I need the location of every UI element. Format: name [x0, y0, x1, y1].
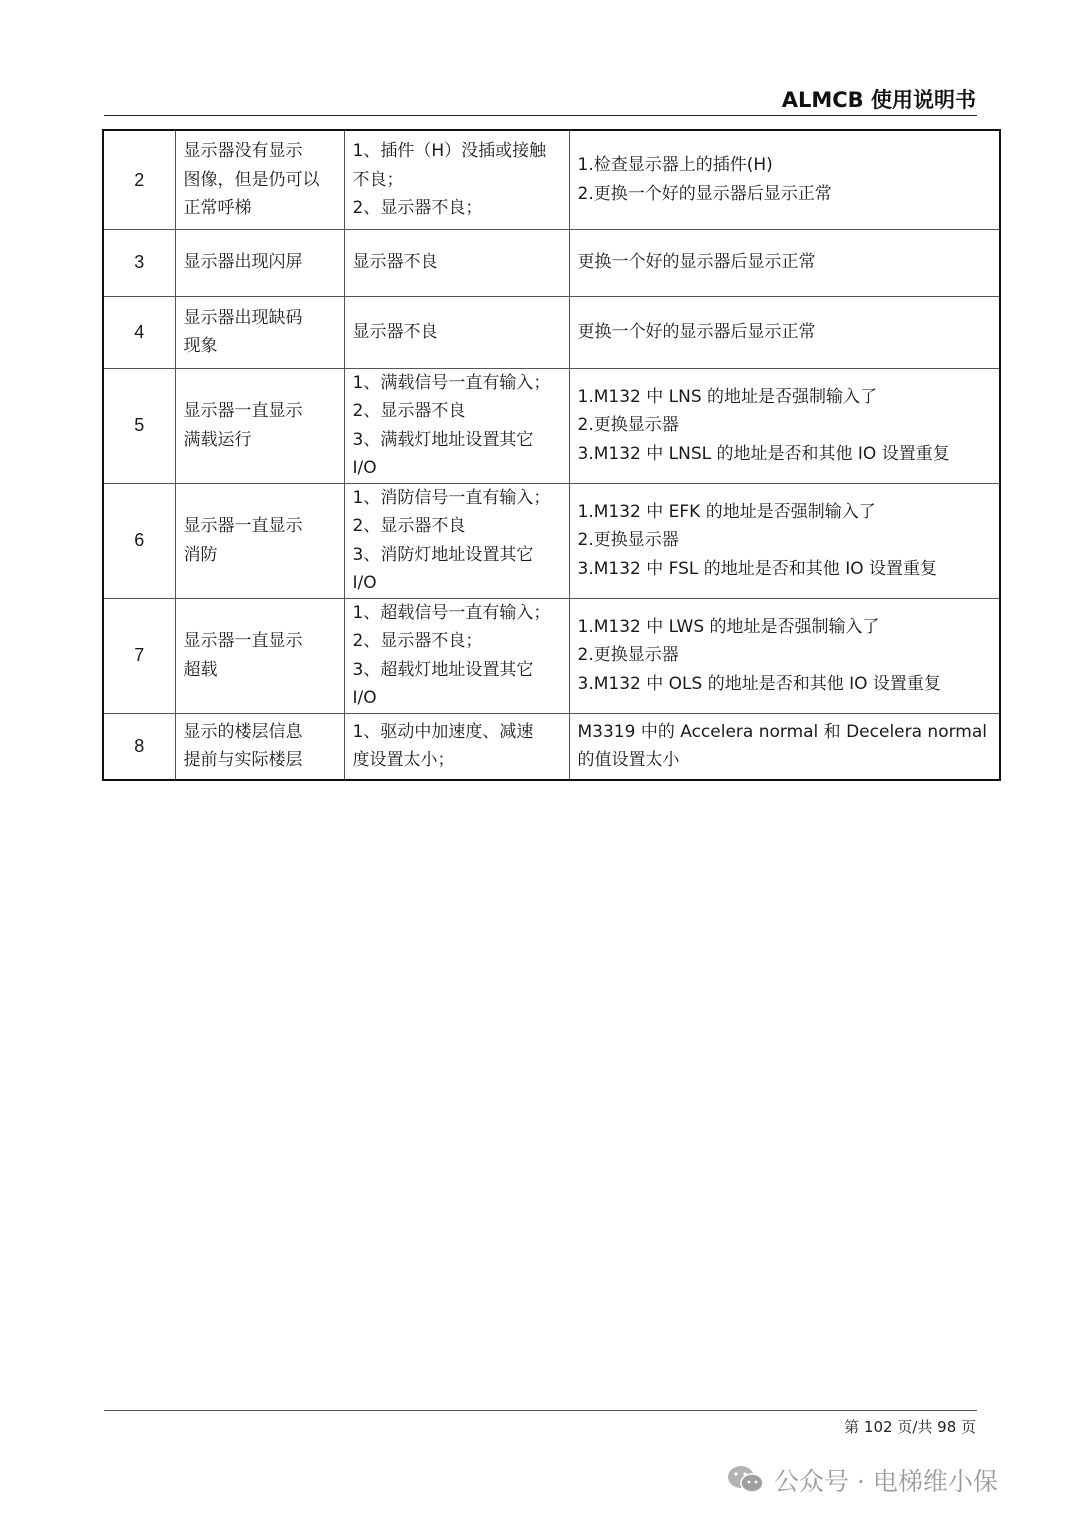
solution-cell-line: 3.M132 中 FSL 的地址是否和其他 IO 设置重复 [577, 558, 937, 579]
cause-cell-line: 3、消防灯地址设置其它 [352, 544, 534, 565]
row-number: 5 [103, 368, 175, 483]
cause-cell-line: I/O [352, 458, 377, 478]
symptom-cell-line: 显示器一直显示 [183, 401, 303, 421]
header-divider [104, 115, 977, 116]
symptom-cell [175, 483, 344, 598]
row-number: 8 [103, 713, 175, 780]
solution-cell-line: M3319 中的 Accelera normal 和 Decelera normal [577, 721, 988, 742]
solution-cell-line: 1.检查显示器上的插件(H) [577, 155, 773, 176]
symptom-cell-line: 显示器一直显示 [183, 631, 303, 651]
symptom-cell-line: 图像，但是仍可以 [183, 169, 320, 190]
wechat-icon [726, 1464, 766, 1496]
solution-cell-line: 更换一个好的显示器后显示正常 [577, 321, 816, 342]
symptom-cell-line: 显示器没有显示 [183, 141, 303, 161]
solution-cell [569, 296, 1000, 368]
cause-cell [344, 713, 569, 780]
row-number: 2 [103, 130, 175, 229]
cause-cell-line: 度设置太小； [352, 750, 455, 771]
cause-cell-line: 3、超载灯地址设置其它 [352, 659, 534, 680]
row-number: 7 [103, 598, 175, 713]
cause-cell-line: 1、超载信号一直有输入； [352, 602, 551, 623]
symptom-cell-line: 显示器出现缺码 [183, 307, 303, 328]
table-row [103, 296, 1000, 368]
cause-cell-line: 2、显示器不良 [352, 516, 466, 536]
cause-cell-line: 1、驱动中加速度、减速 [352, 721, 534, 742]
solution-cell-line: 2.更换显示器 [577, 645, 679, 666]
table-row [103, 130, 1000, 229]
troubleshooting-table [102, 129, 1001, 781]
cause-cell [344, 598, 569, 713]
cause-cell [344, 130, 569, 229]
cause-cell-line: 不良； [352, 169, 404, 190]
watermark [726, 1460, 998, 1500]
cause-cell-line: 2、显示器不良； [352, 198, 483, 218]
cause-cell-line: 1、插件（H）没插或接触 [352, 141, 547, 161]
symptom-cell [175, 713, 344, 780]
symptom-cell-line: 满载运行 [183, 429, 252, 450]
solution-cell-line: 更换一个好的显示器后显示正常 [577, 252, 816, 273]
solution-cell-line: 2.更换显示器 [577, 415, 679, 436]
solution-cell-line: 的值设置太小 [577, 750, 680, 771]
cause-cell-line: 显示器不良 [352, 321, 438, 342]
symptom-cell-line: 显示器出现闪屏 [183, 252, 303, 273]
solution-cell-line: 3.M132 中 LNSL 的地址是否和其他 IO 设置重复 [577, 443, 950, 464]
cause-cell [344, 229, 569, 296]
solution-cell [569, 598, 1000, 713]
solution-cell [569, 229, 1000, 296]
table-row [103, 483, 1000, 598]
page-number: 第 102 页/共 98 页 [844, 1418, 976, 1436]
solution-cell [569, 713, 1000, 780]
symptom-cell [175, 130, 344, 229]
cause-cell-line: 2、显示器不良 [352, 401, 466, 421]
solution-cell-line: 3.M132 中 OLS 的地址是否和其他 IO 设置重复 [577, 673, 941, 694]
symptom-cell-line: 消防 [183, 544, 218, 565]
solution-cell [569, 483, 1000, 598]
symptom-cell [175, 368, 344, 483]
footer-divider [104, 1410, 977, 1411]
cause-cell-line: 显示器不良 [352, 252, 438, 273]
document-title: ALMCB 使用说明书 [781, 88, 976, 112]
solution-cell-line: 1.M132 中 LWS 的地址是否强制输入了 [577, 616, 880, 637]
cause-cell-line: 1、满载信号一直有输入； [352, 372, 551, 393]
symptom-cell-line: 超载 [183, 659, 218, 680]
row-number: 6 [103, 483, 175, 598]
table-row [103, 229, 1000, 296]
symptom-cell [175, 598, 344, 713]
cause-cell-line: I/O [352, 573, 377, 593]
symptom-cell [175, 229, 344, 296]
cause-cell [344, 483, 569, 598]
cause-cell [344, 368, 569, 483]
row-number: 4 [103, 296, 175, 368]
symptom-cell-line: 显示器一直显示 [183, 516, 303, 536]
solution-cell-line: 1.M132 中 EFK 的地址是否强制输入了 [577, 501, 876, 522]
cause-cell-line: I/O [352, 688, 377, 708]
symptom-cell-line: 显示的楼层信息 [183, 721, 303, 742]
cause-cell-line: 1、消防信号一直有输入； [352, 487, 551, 508]
symptom-cell-line: 正常呼梯 [183, 198, 252, 218]
cause-cell [344, 296, 569, 368]
solution-cell-line: 1.M132 中 LNS 的地址是否强制输入了 [577, 386, 878, 407]
solution-cell-line: 2.更换显示器 [577, 530, 679, 551]
table-row [103, 368, 1000, 483]
table-row [103, 598, 1000, 713]
symptom-cell [175, 296, 344, 368]
table-row [103, 713, 1000, 780]
cause-cell-line: 2、显示器不良； [352, 631, 483, 651]
symptom-cell-line: 现象 [183, 336, 218, 356]
watermark-text: 公众号 · 电梯维小保 [774, 1467, 998, 1496]
solution-cell [569, 368, 1000, 483]
row-number: 3 [103, 229, 175, 296]
symptom-cell-line: 提前与实际楼层 [183, 750, 303, 771]
solution-cell [569, 130, 1000, 229]
cause-cell-line: 3、满载灯地址设置其它 [352, 429, 534, 450]
solution-cell-line: 2.更换一个好的显示器后显示正常 [577, 183, 832, 204]
